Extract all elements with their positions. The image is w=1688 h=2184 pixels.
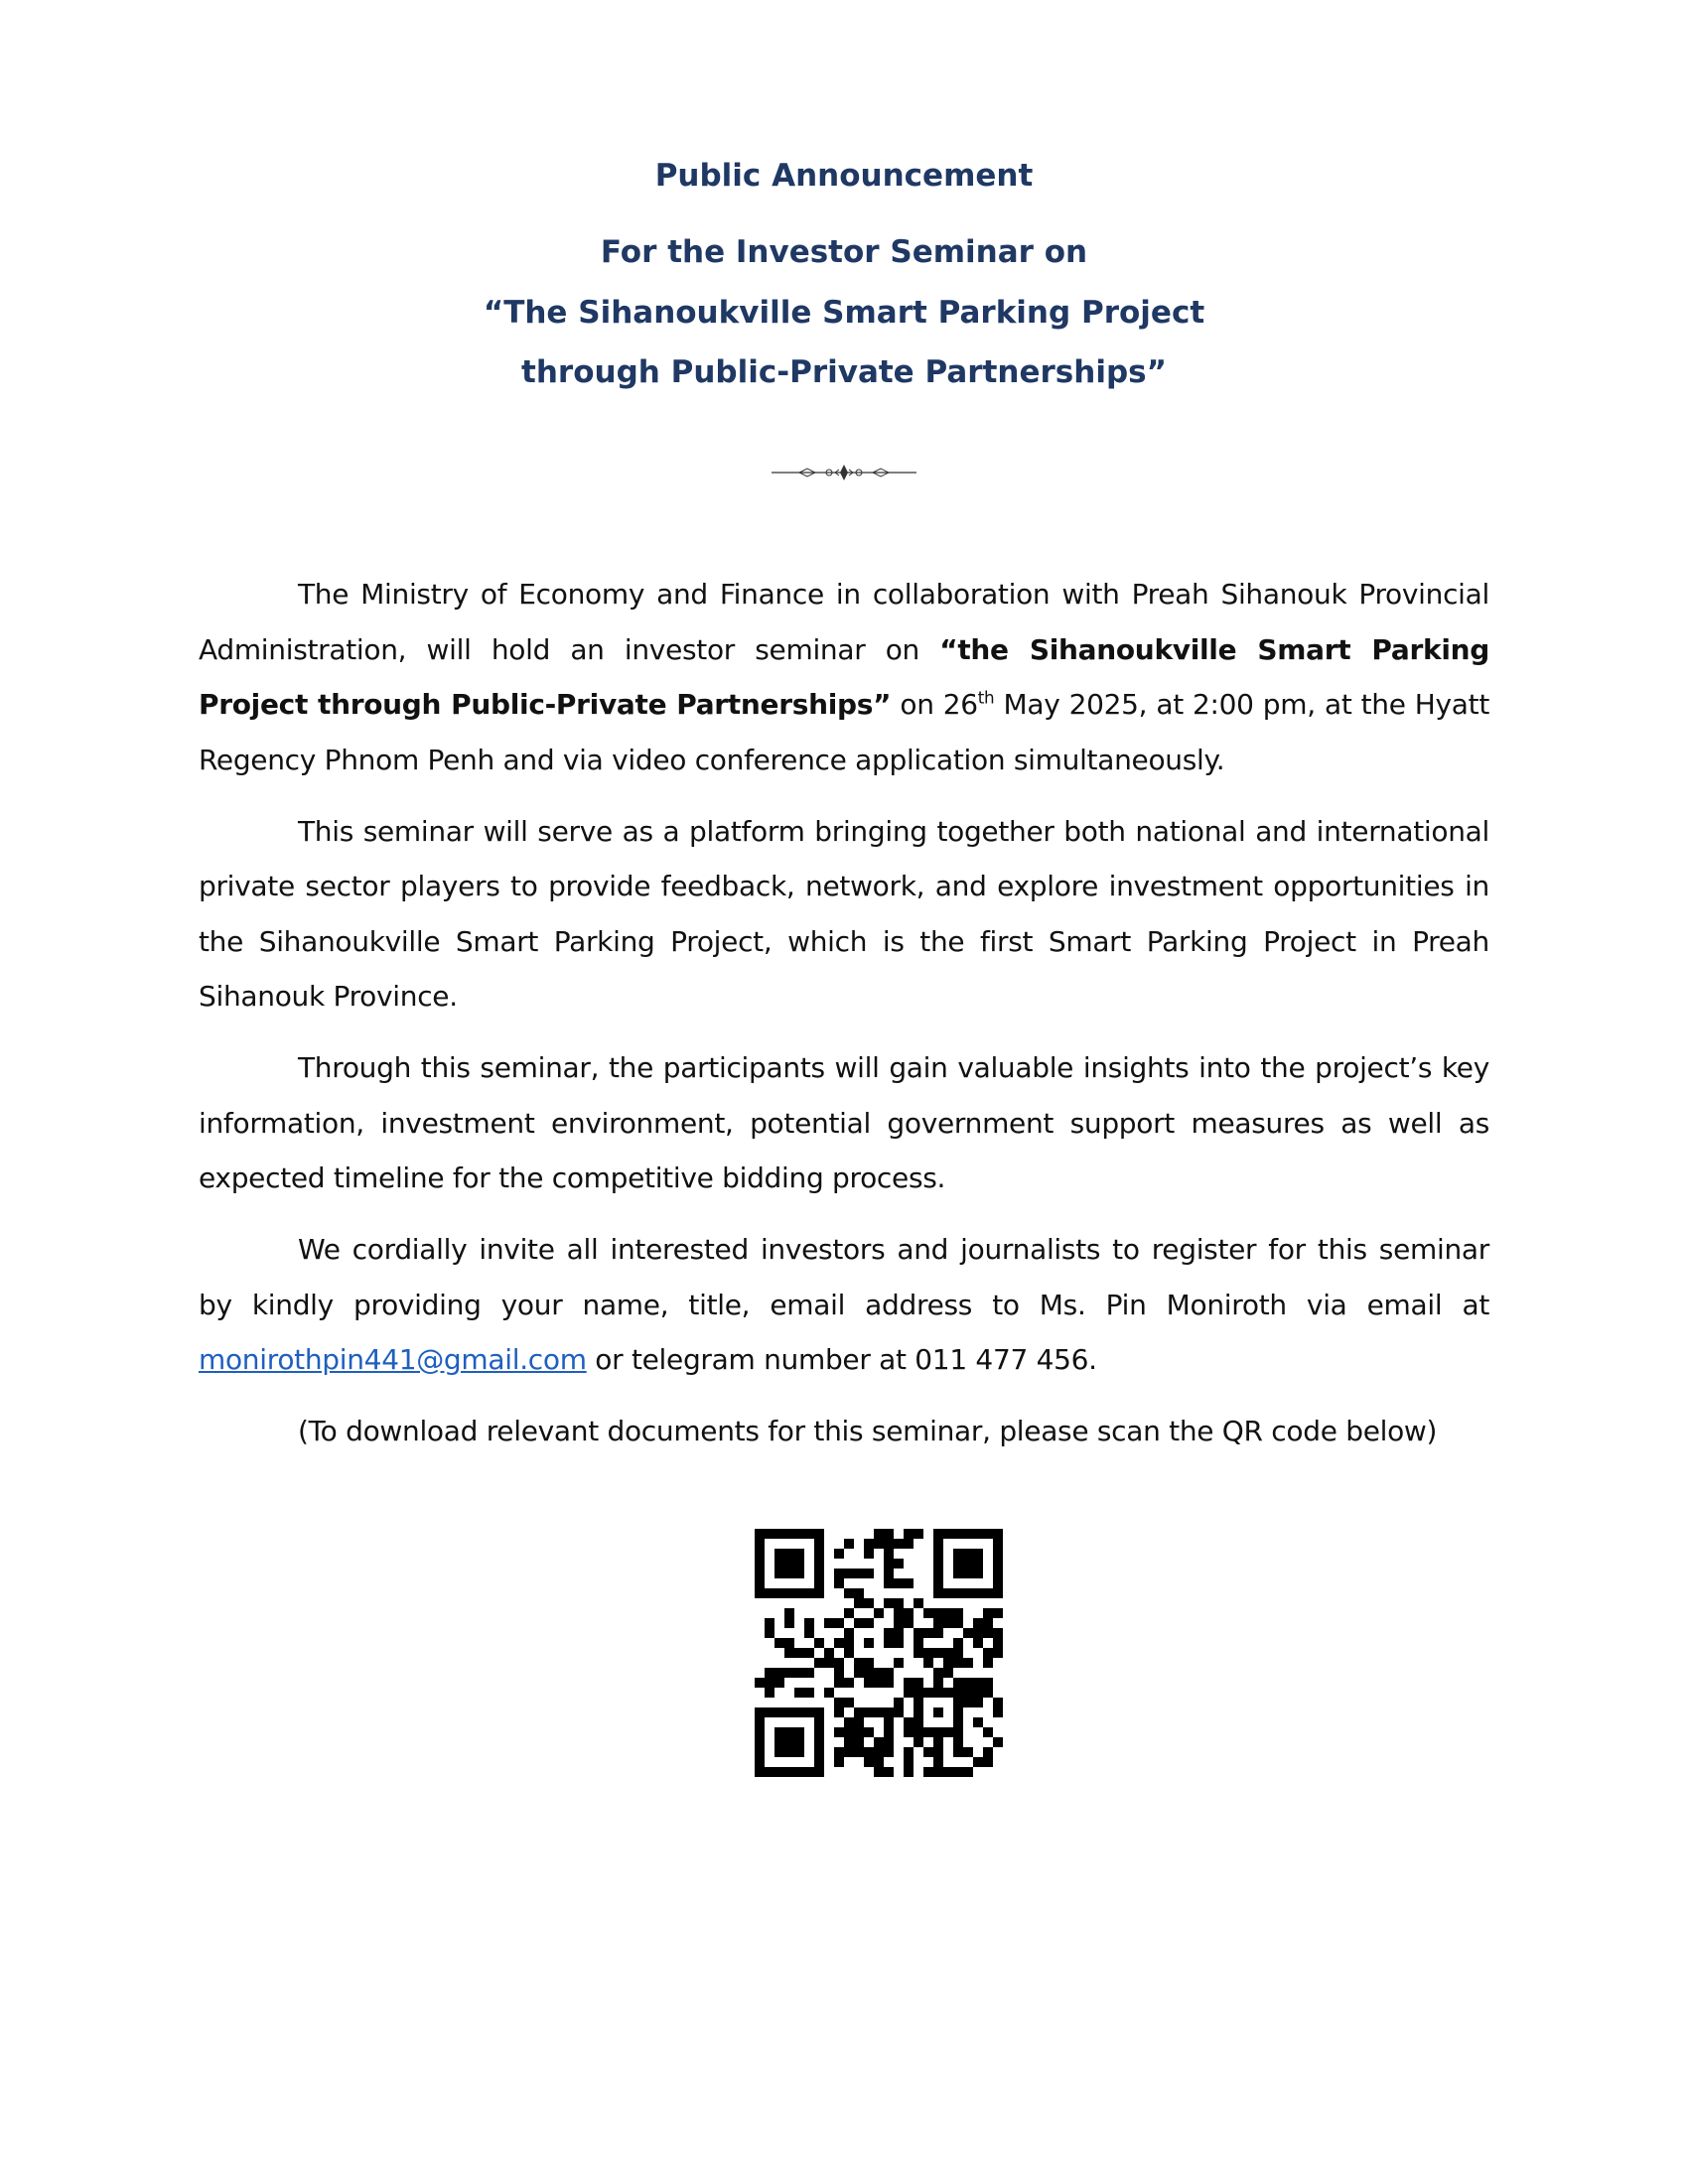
p1-text-1: The Ministry of Economy and Finance in collaboration with Preah Sihanouk Provincial Administration, will hold an investor seminar on [199,578,1489,666]
ornamental-divider-icon [770,461,918,484]
paragraph-registration [199,1222,1489,1388]
p4-text-2: or telegram number at 011 477 456. [586,1343,1097,1376]
p4-text-1: We cordially invite all interested investors and journalists to register for this seminar by kindly providing your name, title, email address to Ms. Pin Moniroth via email at [199,1233,1489,1321]
page-title: Public Announcement [654,158,1034,194]
project-title-line-2: through Public-Private Partnerships” [521,354,1167,390]
qr-code-icon [755,1529,1003,1777]
paragraph-seminar-insights: Through this seminar, the participants will gain valuable insights into the project’s key information, investment environment, potential government support measures as well as expected timeline for the competitive bidding process. [199,1051,1489,1194]
project-title-line-1: “The Sihanoukville Smart Parking Project [483,295,1205,331]
p1-project-name: “the Sihanoukville Smart Parking Project through Public-Private Partnerships” [199,632,1489,721]
p1-text-3: May 2025, at 2:00 pm, at the Hyatt Regency Phnom Penh and via video conference application simultaneously. [199,688,1490,776]
paragraph-seminar-purpose: This seminar will serve as a platform bringing together both national and international private sector players to provide feedback, network, and explore investment opportunities in the Sihanoukville Smart Parking Project, which is the first Smart Parking Project in Preah Sihanouk Province. [199,814,1489,1013]
paragraph-seminar-details [199,567,1489,787]
p1-date-ordinal: th [977,687,995,708]
page-subtitle: For the Investor Seminar on [600,234,1088,270]
contact-email-link[interactable]: monirothpin441@gmail.com [199,1343,587,1376]
paragraph-qr-instruction: (To download relevant documents for this seminar, please scan the QR code below) [298,1415,1438,1447]
announcement-body [199,567,1489,1475]
p1-text-2: on 26 [891,688,978,721]
